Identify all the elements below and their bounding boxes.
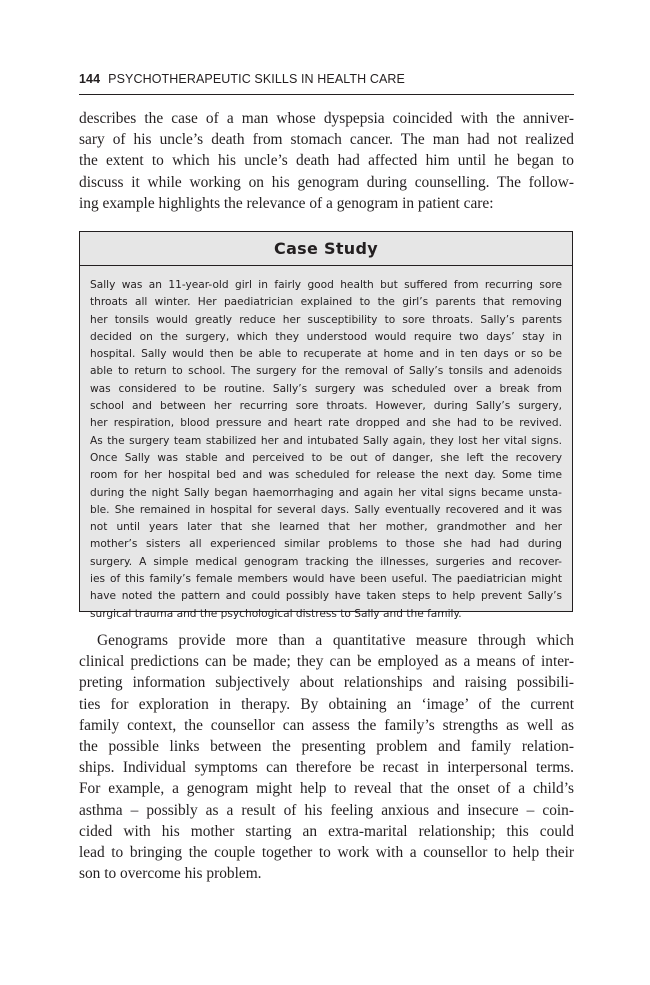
case-line: have noted the pattern and could possibly have taken steps to help prevent Sally’s [90, 590, 562, 603]
case-line: her tonsils would greatly reduce her susceptibility to sore throats. Sally’s parents [90, 313, 562, 326]
case-line: school and between her recurring sore throats. However, during Sally’s surgery, [90, 400, 562, 413]
text-line: ing example highlights the relevance of a genogram in patient care: [79, 194, 494, 212]
genogram-paragraph [79, 630, 574, 884]
case-line: her respiration, blood pressure and heart rate dropped and she had to be revived. [90, 417, 562, 430]
text-line: Genograms provide more than a quantitative measure through which [97, 632, 574, 649]
text-line: For example, a genogram might help to reveal that the onset of a child’s [79, 780, 574, 798]
text-line: asthma – possibly as a result of his feeling anxious and insecure – coin- [79, 801, 574, 819]
text-line: ships. Individual symptoms can therefore be recast in interpersonal terms. [79, 759, 574, 777]
case-line: surgical trauma and the psychological distress to Sally and the family. [90, 607, 462, 620]
text-line: sary of his uncle’s death from stomach cancer. The man had not realized [79, 131, 574, 149]
case-line: during the night Sally began haemorrhaging and again her vital signs became unsta- [90, 486, 562, 499]
case-line: decided on the surgery, which they understood would require two days’ stay in [90, 330, 562, 343]
case-line: Once Sally was stable and perceived to be out of danger, she left the recovery [90, 451, 562, 464]
case-line: not until years later that she learned that her mother, grandmother and her [90, 521, 562, 534]
text-line: son to overcome his problem. [79, 865, 262, 883]
case-line: room for her hospital bed and was scheduled for release the next day. Some time [90, 469, 562, 482]
text-line: describes the case of a man whose dyspepsia coincided with the anniver- [79, 110, 574, 127]
text-line: the possible links between the presenting problem and family relation- [79, 738, 574, 756]
text-line: ties for exploration in therapy. By obtaining an ‘image’ of the current [79, 695, 574, 713]
case-study-box [79, 231, 573, 620]
text-line: family context, the counsellor can assess the family’s strengths as well as [79, 716, 574, 734]
running-title: PSYCHOTHERAPEUTIC SKILLS IN HEALTH CARE [108, 72, 405, 86]
case-line: ies of this family’s female members would have been useful. The paediatrician might [90, 573, 562, 586]
text-line: lead to bringing the couple together to work with a counsellor to help their [79, 844, 574, 862]
case-line: hospital. Sally would then be able to recuperate at home and in ten days or so be [90, 348, 562, 361]
intro-paragraph [79, 108, 574, 214]
case-line: was considered to be routine. Sally’s surgery was scheduled over a break from [90, 382, 562, 395]
case-line: surgery. A simple medical genogram tracking the illnesses, surgeries and recover- [90, 555, 562, 568]
case-line: mother’s sisters all experienced similar problems to those she had had during [90, 538, 562, 551]
page-number: 144 [79, 72, 101, 86]
text-line: the extent to which his uncle’s death had affected him until he began to [79, 152, 574, 170]
case-study-title: Case Study [80, 232, 572, 266]
case-line: ble. She remained in hospital for several days. Sally eventually recovered and it was [90, 503, 562, 516]
text-line: preting information subjectively about relationships and raising possibili- [79, 674, 574, 692]
case-line: throats all winter. Her paediatrician explained to the girl’s parents that removing [90, 296, 562, 309]
case-study-body [90, 277, 562, 623]
text-line: discuss it while working on his genogram during counselling. The follow- [79, 173, 574, 191]
case-line: Sally was an 11-year-old girl in fairly good health but suffered from recurring sore [90, 279, 562, 291]
case-line: As the surgery team stabilized her and intubated Sally again, they lost her vital signs. [90, 434, 562, 447]
case-line: able to return to school. The surgery for the removal of Sally’s tonsils and adenoids [90, 365, 562, 378]
text-line: clinical predictions can be made; they can be employed as a means of inter- [79, 653, 574, 671]
running-header [79, 72, 574, 95]
text-line: cided with his mother starting an extra-marital relationship; this could [79, 822, 574, 840]
